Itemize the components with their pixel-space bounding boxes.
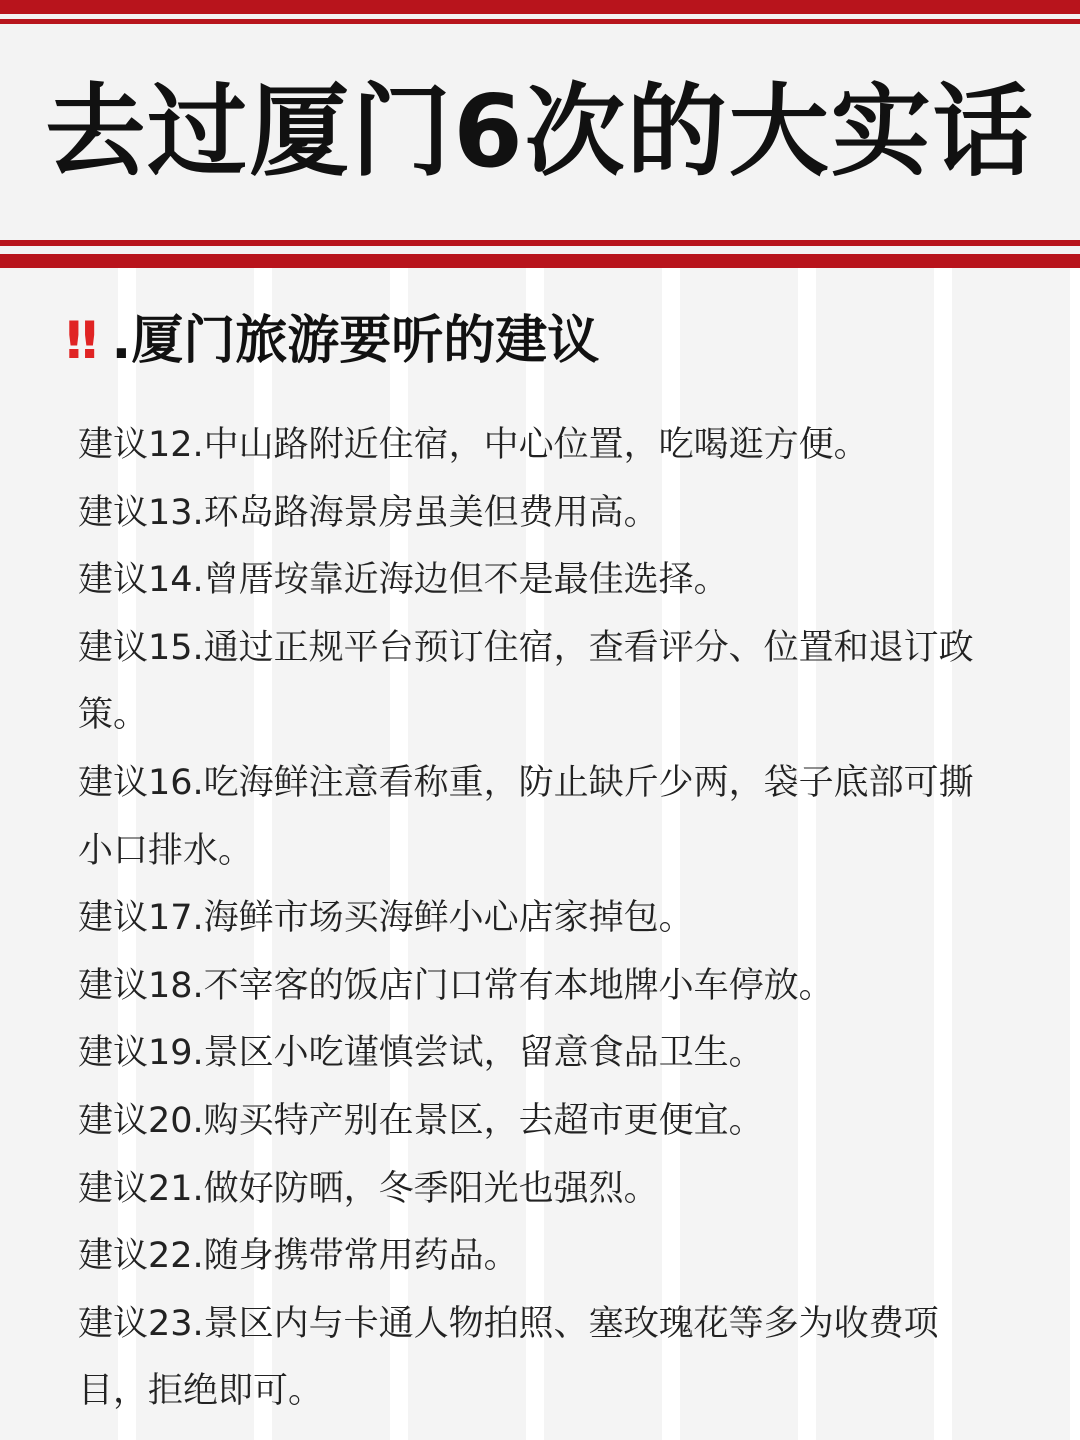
page-title: 去过厦门6次的大实话	[45, 73, 1035, 190]
advice-item-18: 建议18.不宰客的饭店门口常有本地牌小车停放。	[78, 965, 834, 1006]
advice-item-19: 建议19.景区小吃谨慎尝试，留意食品卫生。	[78, 1033, 764, 1074]
advice-item-17: 建议17.海鲜市场买海鲜小心店家掉包。	[78, 898, 694, 939]
advice-item-22: 建议22.随身携带常用药品。	[78, 1236, 519, 1277]
advice-item-16: 建议16.吃海鲜注意看称重，防止缺斤少两，袋子底部可撕小口排水。	[78, 762, 974, 871]
advice-item-14: 建议14.曾厝垵靠近海边但不是最佳选择。	[78, 560, 729, 601]
advice-item-15: 建议15.通过正规平台预订住宿，查看评分、位置和退订政策。	[78, 627, 974, 736]
top-red-stripe-thin	[0, 19, 1080, 24]
double-exclamation-icon: !!	[62, 311, 94, 371]
advice-list	[78, 412, 1008, 1426]
advice-item-20: 建议20.购买特产别在景区，去超市更便宜。	[78, 1100, 764, 1141]
advice-item-23: 建议23.景区内与卡通人物拍照、塞玫瑰花等多为收费项目，拒绝即可。	[78, 1303, 939, 1412]
title-banner	[0, 0, 1080, 268]
bottom-red-stripe-thin	[0, 240, 1080, 246]
section-heading	[62, 306, 599, 376]
advice-item-12: 建议12.中山路附近住宿，中心位置，吃喝逛方便。	[78, 425, 869, 465]
bottom-red-stripe-thick	[0, 254, 1080, 268]
section-title: .厦门旅游要听的建议	[111, 311, 600, 371]
top-red-stripe-thick	[0, 0, 1080, 14]
advice-item-13: 建议13.环岛路海景房虽美但费用高。	[78, 492, 659, 533]
advice-item-21: 建议21.做好防晒，冬季阳光也强烈。	[78, 1168, 659, 1209]
